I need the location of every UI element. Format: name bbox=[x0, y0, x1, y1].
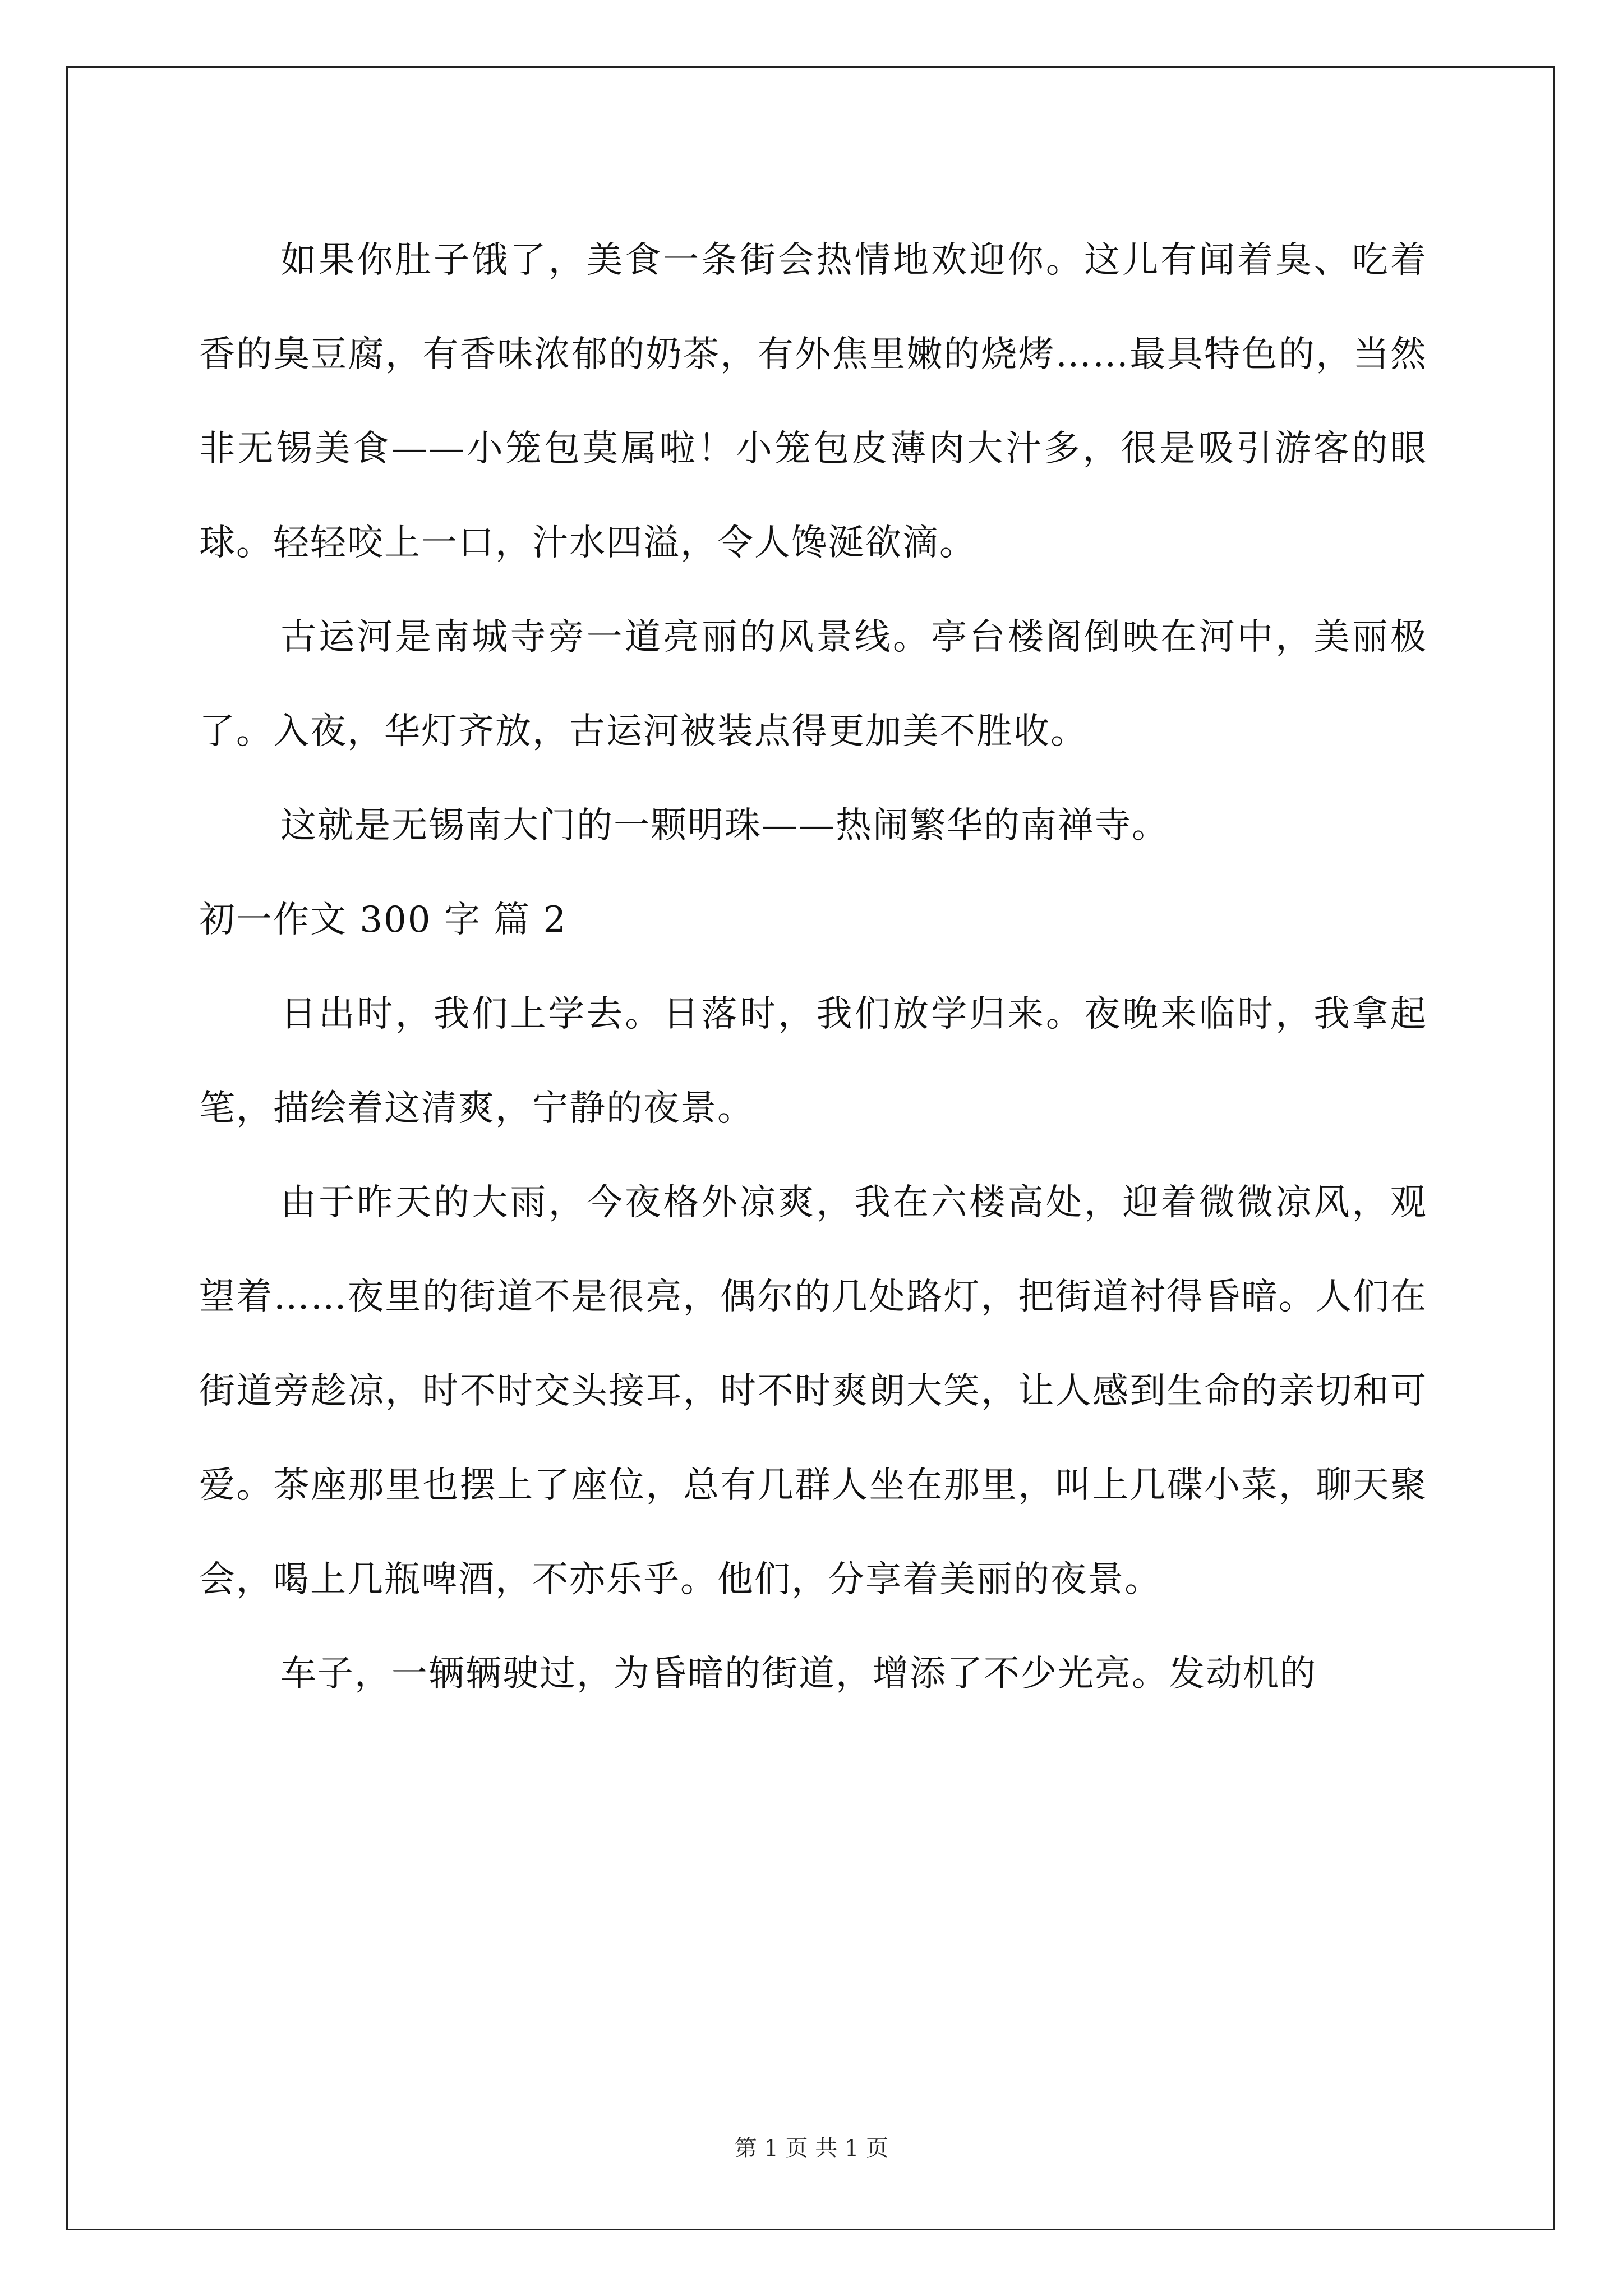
paragraph-sunrise: 日出时，我们上学去。日落时，我们放学归来。夜晚来临时，我拿起笔，描绘着这清爽，宁静的夜景。 bbox=[199, 993, 1427, 1129]
paragraph-conclusion: 这就是无锡南大门的一颗明珠——热闹繁华的南禅寺。 bbox=[280, 805, 1169, 846]
document-body bbox=[199, 213, 1427, 1721]
essay-heading: 初一作文 300 字 篇 2 bbox=[199, 899, 568, 941]
paragraph-canal: 古运河是南城寺旁一道亮丽的风景线。亭台楼阁倒映在河中，美丽极了。入夜，华灯齐放，古运河被装点得更加美不胜收。 bbox=[199, 616, 1427, 752]
paragraph-food-street: 如果你肚子饿了，美食一条街会热情地欢迎你。这儿有闻着臭、吃着香的臭豆腐，有香味浓郁的奶茶，有外焦里嫩的烧烤……最具特色的，当然非无锡美食——小笼包莫属啦！小笼包皮薄肉大汁多，很是吸引游客的眼球。轻轻咬上一口，汁水四溢，令人馋涎欲滴。 bbox=[199, 240, 1427, 564]
paragraph-night-street: 由于昨天的大雨，今夜格外凉爽，我在六楼高处，迎着微微凉风，观望着……夜里的街道不是很亮，偶尔的几处路灯，把街道衬得昏暗。人们在街道旁趁凉，时不时交头接耳，时不时爽朗大笑，让人感到生命的亲切和可爱。茶座那里也摆上了座位，总有几群人坐在那里，叫上几碟小菜，聊天聚会，喝上几瓶啤酒，不亦乐乎。他们，分享着美丽的夜景。 bbox=[199, 1182, 1427, 1600]
paragraph-cars: 车子，一辆辆驶过，为昏暗的街道，增添了不少光亮。发动机的 bbox=[280, 1653, 1317, 1695]
page-footer: 第 1 页 共 1 页 bbox=[734, 2136, 889, 2161]
